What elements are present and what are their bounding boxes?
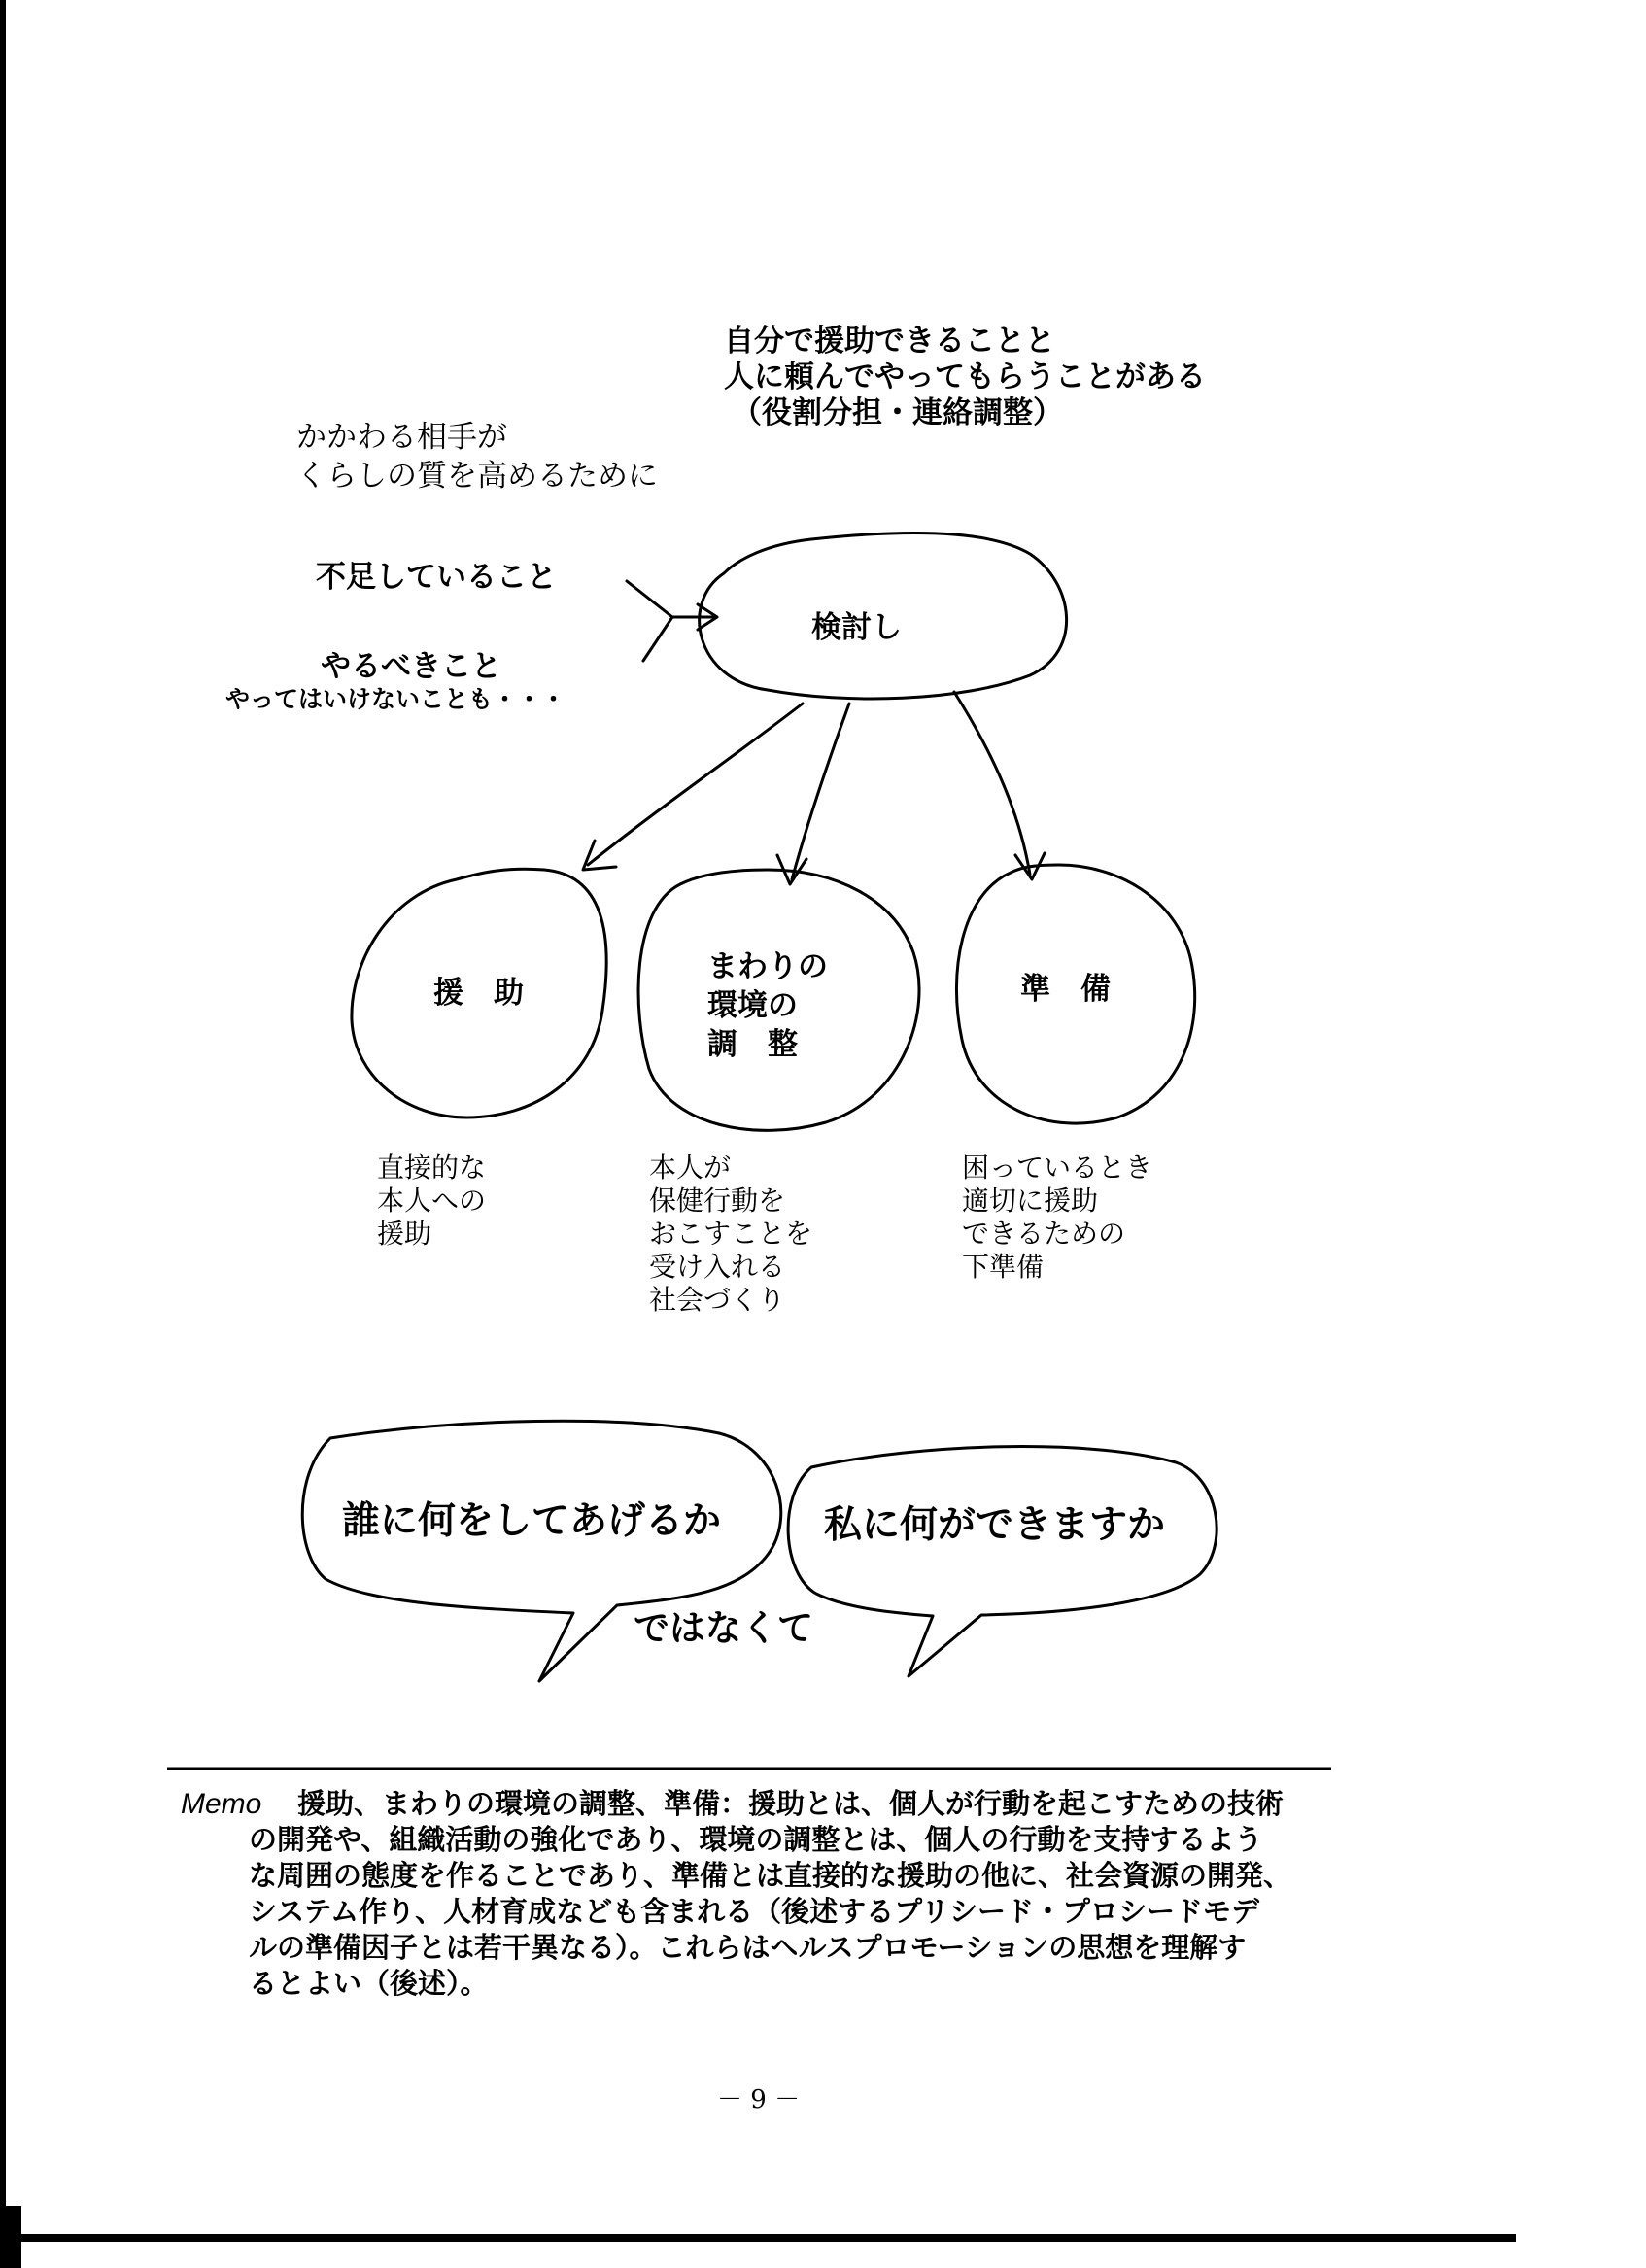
arrow-to-support	[588, 704, 803, 865]
left-bubble-text: 誰に何をしてあげるか	[342, 1499, 722, 1543]
support-desc-line-3: 援助	[377, 1218, 432, 1250]
preparation-desc-line-2: 適切に援助	[962, 1185, 1099, 1217]
memo-line-5: ルの準備因子とは若干異なる）。これらはヘルスプロモーションの思想を理解す	[249, 1931, 1247, 1964]
page-corner-mark	[0, 2206, 21, 2268]
page-bottom-edge	[0, 2234, 1516, 2242]
input-lacking: 不足していること	[316, 560, 557, 595]
preparation-description	[962, 1151, 1152, 1284]
page-left-edge	[0, 0, 6, 2268]
input-arrow	[627, 581, 717, 661]
top-note	[724, 324, 1206, 431]
arrow-to-environment	[792, 704, 849, 879]
preparation-desc-line-4: 下準備	[962, 1251, 1045, 1283]
memo-line-1: 援助、まわりの環境の調整、準備：援助とは、個人が行動を起こすための技術	[297, 1787, 1285, 1820]
page-number: － 9 －	[717, 2085, 801, 2114]
support-node-label: 援 助	[433, 976, 524, 1011]
memo-body	[249, 1786, 1291, 2002]
environment-description	[649, 1151, 812, 1317]
right-bubble-outline	[788, 1447, 1217, 1676]
top-note-line-2: 人に頼んでやってもらうことがある	[724, 360, 1206, 395]
environment-label-line-1: まわりの	[707, 949, 828, 984]
support-description	[377, 1151, 486, 1251]
input-todo: やるべきこと	[321, 649, 501, 684]
environment-label-line-3: 調 整	[707, 1027, 798, 1062]
bubble-connector-text: ではなくて	[634, 1607, 813, 1649]
memo-line-4: システム作り、人材育成なども含まれる（後述するプリシード・プロシードモデ	[249, 1895, 1259, 1928]
left-note-line-1: かかわる相手が	[296, 420, 507, 455]
review-node-label: 検討し	[811, 610, 902, 645]
left-note	[296, 418, 658, 496]
top-note-line-1: 自分で援助できることと	[724, 324, 1055, 359]
arrow-to-preparation	[954, 692, 1030, 875]
environment-desc-line-3: おこすことを	[649, 1218, 813, 1250]
preparation-desc-line-3: できるための	[962, 1218, 1126, 1250]
memo-label: Memo	[181, 1788, 262, 1820]
memo-line-6: るとよい（後述）。	[249, 1967, 489, 2000]
preparation-node-label: 準 備	[1020, 972, 1111, 1007]
memo-line-3: な周囲の態度を作ることであり、準備とは直接的な援助の他に、社会資源の開発、	[249, 1859, 1292, 1892]
environment-desc-line-1: 本人が	[649, 1151, 732, 1184]
environment-desc-line-4: 受け入れる	[649, 1251, 786, 1283]
top-note-line-3: （役割分担・連絡調整）	[732, 395, 1063, 430]
right-bubble-text: 私に何ができますか	[824, 1503, 1166, 1547]
input-dont: やってはいけないことも・・・	[225, 685, 566, 713]
environment-desc-line-5: 社会づくり	[649, 1284, 786, 1316]
support-desc-line-1: 直接的な	[377, 1151, 487, 1184]
left-note-line-2: くらしの質を高めるために	[296, 459, 658, 494]
support-desc-line-2: 本人への	[377, 1185, 487, 1217]
environment-desc-line-2: 保健行動を	[649, 1185, 786, 1217]
preparation-desc-line-1: 困っているとき	[962, 1151, 1153, 1184]
memo-line-2: の開発や、組織活動の強化であり、環境の調整とは、個人の行動を支持するよう	[249, 1823, 1263, 1856]
environment-label-line-2: 環境の	[707, 988, 798, 1023]
environment-node-label	[707, 947, 828, 1064]
